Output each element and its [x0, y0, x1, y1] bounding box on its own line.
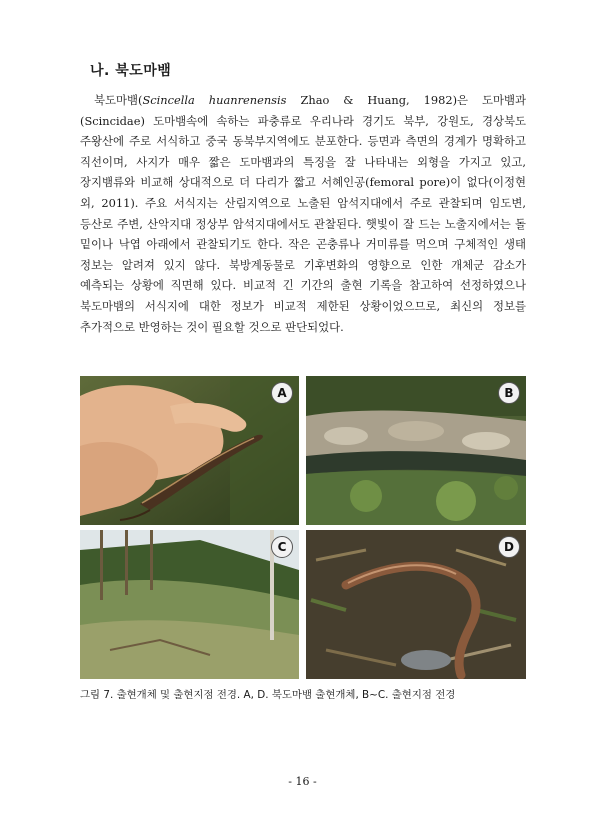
paragraph-body: Zhao & Huang, 1982)은 도마뱀과(Scincidae) 도마뱀속에 속하는 파충류로 우리나라 경기도 북부, 강원도, 경상북도 주왕산에 주로 서식하고 중국 동북부지역에도 분포한다. 등면과 측면의 경계가 명확하고 직선이며, 사지가 매우 짧은 도마뱀과의 특징을 잘 나타내는 외형을 가지고 있고, 장지뱀류와 비교해 상대적으로 더 다리가 짧고 서혜인공(femoral pore)이 없다(이정현 외, 2011). 주요 서식지는 산림지역으로 노출된 암석지대에서 주로 관찰되며 임도변, 등산로 주변, 산악지대 정상부 암석지대에서도 관찰된다. 햇빛이 잘 드는 노출지에서는 돌 밑이나 낙엽 아래에서 관찰되기도 한다. 작은 곤충류나 거미류를 먹으며 구체적인 생태 정보는 알려져 있지 않다. 북방계동물로 기후변화의 영향으로 인한 개체군 감소가 예측되는 상황에 직면해 있다. 비교적 긴 기간의 출현 기록을 참고하여 선정하였으나 북도마뱀의 서식지에 대한 정보가 비교적 제한된 상황이었으므로, 최신의 정보를 추가적으로 반영하는 것이 필요할 것으로 판단되었다.	[80, 93, 526, 334]
scientific-name: Scincella huanrenensis	[142, 93, 287, 107]
rocky-stream-photo	[306, 376, 526, 525]
lizard-in-hand-photo	[80, 376, 299, 525]
panel-label-a: A	[271, 382, 293, 404]
figure-7	[80, 376, 526, 679]
lizard-on-ground-photo	[306, 530, 526, 679]
paragraph-lead: 북도마뱀(	[94, 93, 143, 107]
species-description-paragraph	[80, 90, 526, 337]
panel-label-d: D	[498, 536, 520, 558]
panel-label-c: C	[271, 536, 293, 558]
photo-panel-c	[80, 530, 299, 679]
forest-slope-photo	[80, 530, 299, 679]
photo-panel-b	[306, 376, 526, 525]
figure-caption: 그림 7. 출현개체 및 출현지점 전경. A, D. 북도마뱀 출현개체, B~C. 출현지점 전경	[80, 689, 456, 701]
photo-panel-d	[306, 530, 526, 679]
page-number: - 16 -	[288, 775, 317, 788]
section-heading: 나. 북도마뱀	[90, 63, 172, 79]
panel-label-b: B	[498, 382, 520, 404]
photo-panel-a	[80, 376, 299, 525]
